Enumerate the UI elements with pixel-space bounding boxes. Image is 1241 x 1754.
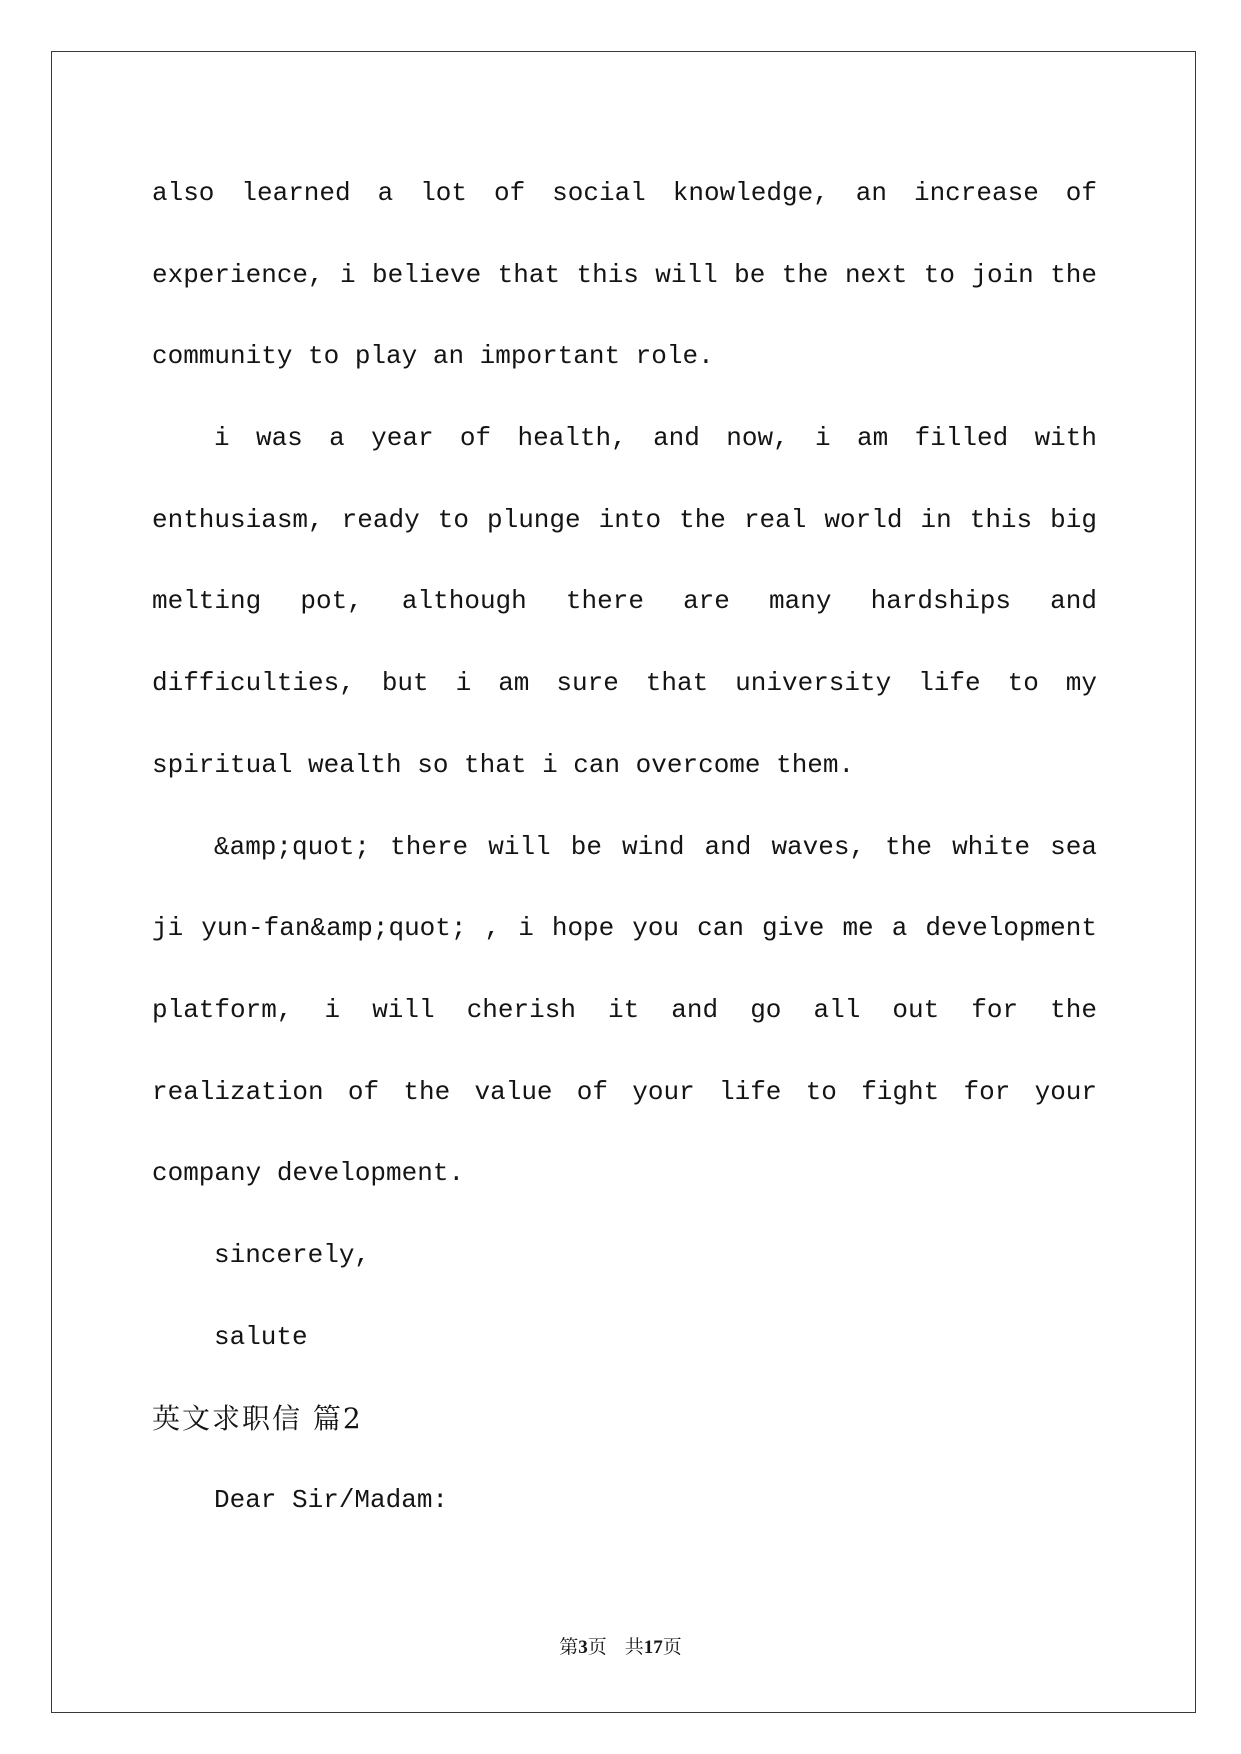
- greeting-line: Dear Sir/Madam:: [214, 1485, 449, 1515]
- letter-body: [152, 153, 1097, 1542]
- text-line: &amp;quot; there will be wind and waves, the white sea: [214, 831, 1097, 862]
- text-line: also learned a lot of social knowledge, an increase of: [152, 178, 1097, 208]
- text-line: realization of the value of your life to fight for your: [152, 1076, 1097, 1107]
- paragraph-continuation: [152, 153, 1097, 398]
- text-line: community to play an important role.: [152, 341, 714, 372]
- text-line: experience, i believe that this will be the next to join the: [152, 259, 1097, 290]
- salute-line: salute: [214, 1321, 308, 1352]
- total-prefix: 共: [624, 1637, 644, 1658]
- page-prefix: 第: [559, 1637, 579, 1658]
- section-heading: 英文求职信 篇2: [152, 1402, 363, 1436]
- page-footer: [0, 1632, 1241, 1659]
- paragraph-development: [152, 807, 1097, 1215]
- text-line: ji yun-fan&amp;quot; , i hope you can give me a development: [152, 913, 1097, 944]
- total-pages-number: 17: [643, 1637, 663, 1658]
- total-suffix: 页: [662, 1637, 682, 1658]
- text-line: melting pot, although there are many hardships and: [152, 586, 1097, 617]
- current-page-number: 3: [578, 1637, 588, 1658]
- text-line: enthusiasm, ready to plunge into the real world in this big: [152, 504, 1097, 535]
- page-suffix: 页: [587, 1637, 607, 1658]
- closing-line: sincerely,: [214, 1239, 371, 1270]
- paragraph-health: [152, 398, 1097, 806]
- text-line: i was a year of health, and now, i am filled with: [214, 423, 1097, 454]
- text-line: platform, i will cherish it and go all out for the: [152, 994, 1097, 1025]
- text-line: company development.: [152, 1158, 465, 1189]
- text-line: difficulties, but i am sure that university life to my: [152, 668, 1097, 699]
- text-line: spiritual wealth so that i can overcome them.: [152, 749, 855, 780]
